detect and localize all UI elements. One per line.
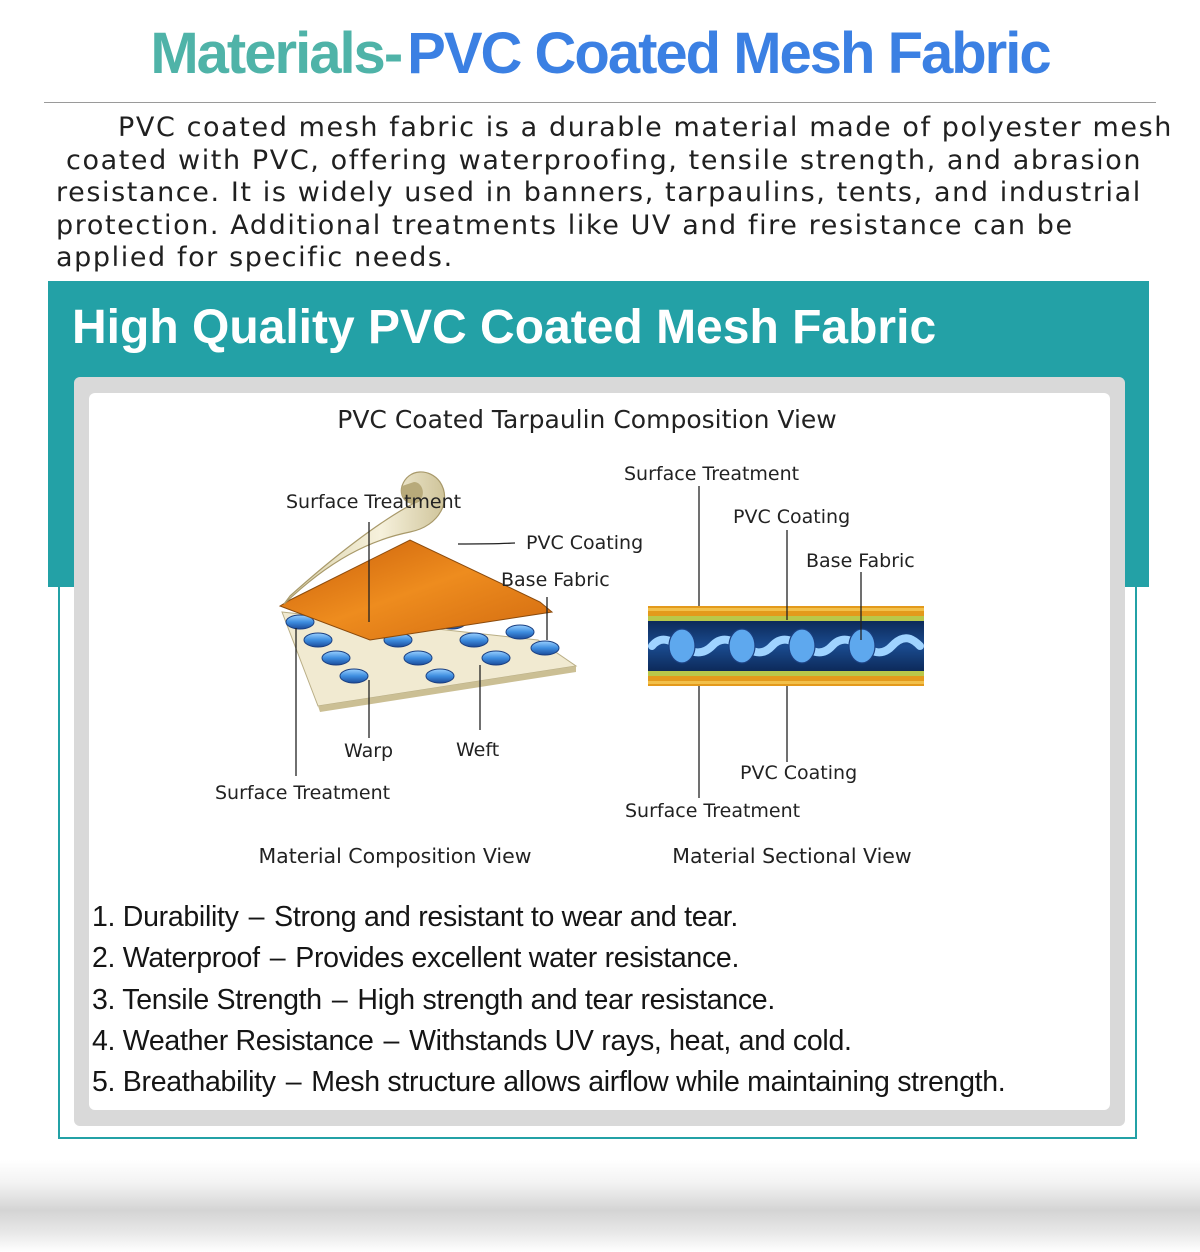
feature-name: Breathability bbox=[122, 1066, 276, 1099]
feature-list bbox=[92, 897, 1107, 1103]
label-pvc-coating: PVC Coating bbox=[526, 532, 644, 554]
feature-item bbox=[92, 980, 1107, 1021]
section-label-surface-bottom: Surface Treatment bbox=[625, 800, 801, 822]
label-surface-treatment-top: Surface Treatment bbox=[286, 491, 462, 513]
bottom-shadow bbox=[0, 1160, 1200, 1252]
intro-line: coated with PVC, offering waterproofing, tensile strength, and abrasion bbox=[66, 144, 1143, 176]
feature-number: 5. bbox=[92, 1066, 116, 1099]
feature-number: 4. bbox=[92, 1024, 116, 1057]
feature-separator: – bbox=[248, 901, 265, 933]
feature-description: Mesh structure allows airflow while maintaining strength. bbox=[311, 1066, 1006, 1099]
headline-product: PVC Coated Mesh Fabric bbox=[407, 21, 1050, 86]
intro-line: resistance. It is widely used in banners, tarpaulins, tents, and industrial bbox=[56, 177, 1142, 208]
feature-number: 2. bbox=[92, 942, 116, 975]
feature-description: High strength and tear resistance. bbox=[357, 983, 775, 1016]
banner-title: High Quality PVC Coated Mesh Fabric bbox=[72, 301, 937, 354]
diagram-title: PVC Coated Tarpaulin Composition View bbox=[337, 405, 837, 434]
feature-name: Tensile Strength bbox=[122, 983, 322, 1016]
headline-materials: Materials- bbox=[150, 21, 402, 86]
section-label-pvc-coating-top: PVC Coating bbox=[733, 506, 851, 528]
feature-name: Durability bbox=[122, 901, 239, 933]
section-label-surface-top: Surface Treatment bbox=[624, 463, 800, 485]
feature-item bbox=[92, 1021, 1107, 1062]
section-label-base-fabric: Base Fabric bbox=[806, 550, 915, 572]
feature-description: Provides excellent water resistance. bbox=[295, 942, 740, 975]
label-warp: Warp bbox=[344, 740, 394, 762]
label-surface-treatment-bottom: Surface Treatment bbox=[215, 782, 391, 804]
section-label-pvc-coating-bottom: PVC Coating bbox=[740, 762, 858, 784]
label-weft: Weft bbox=[456, 739, 500, 761]
feature-separator: – bbox=[269, 942, 286, 975]
feature-description: Withstands UV rays, heat, and cold. bbox=[409, 1024, 852, 1057]
sectional-illustration bbox=[648, 606, 924, 686]
feature-separator: – bbox=[285, 1066, 302, 1099]
feature-name: Waterproof bbox=[122, 942, 260, 975]
feature-number: 3. bbox=[92, 983, 116, 1016]
caption-sectional-view: Material Sectional View bbox=[672, 844, 912, 868]
feature-separator: – bbox=[383, 1024, 400, 1057]
feature-description: Strong and resistant to wear and tear. bbox=[274, 901, 739, 933]
intro-line: protection. Additional treatments like UV and fire resistance can be bbox=[56, 209, 1074, 241]
feature-separator: – bbox=[331, 983, 348, 1016]
caption-composition-view: Material Composition View bbox=[258, 844, 532, 868]
label-base-fabric: Base Fabric bbox=[501, 569, 610, 591]
feature-item bbox=[92, 897, 1107, 938]
feature-item bbox=[92, 938, 1107, 979]
feature-number: 1. bbox=[92, 901, 116, 933]
feature-name: Weather Resistance bbox=[122, 1024, 374, 1057]
intro-line: PVC coated mesh fabric is a durable material made of polyester mesh bbox=[118, 112, 1173, 143]
feature-item bbox=[92, 1062, 1107, 1103]
intro-line: applied for specific needs. bbox=[56, 242, 454, 273]
